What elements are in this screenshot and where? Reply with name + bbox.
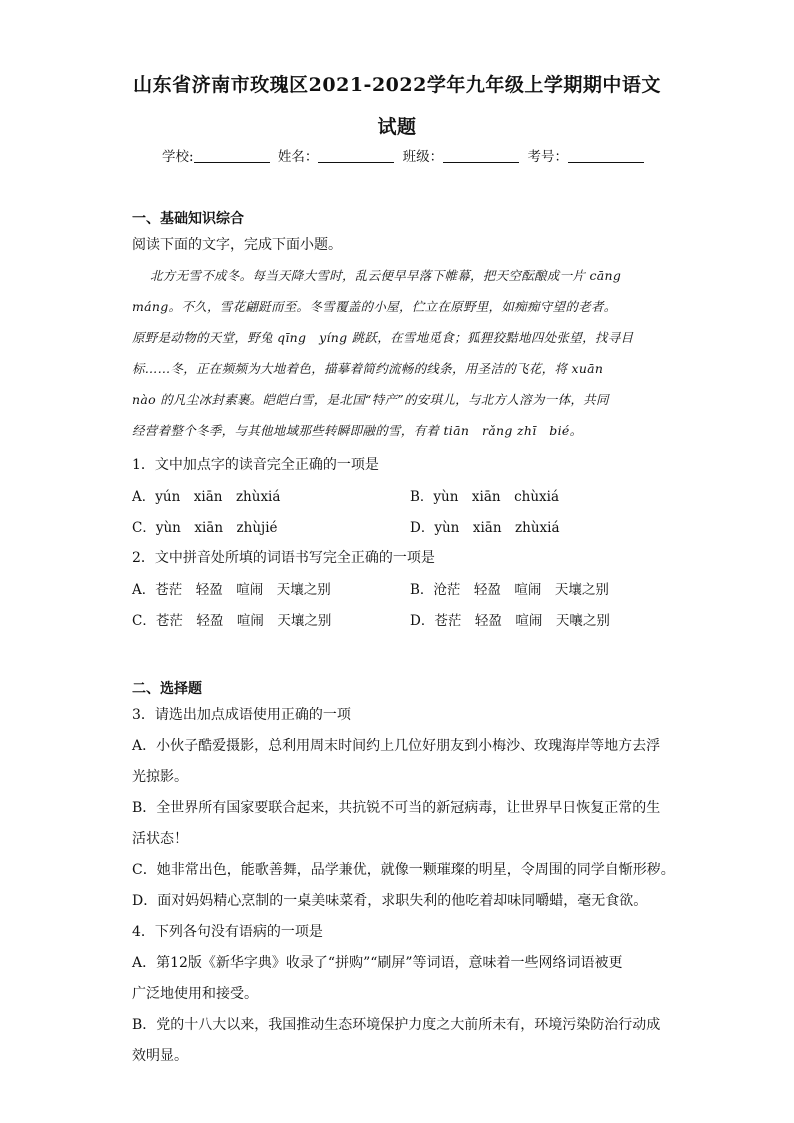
question3-option-b-cont: 活状态！ xyxy=(132,831,188,847)
passage-line: máng。不久，雪花翩跹而至。冬雪覆盖的小屋，伫立在原野里，如痴痴守望的老者。 xyxy=(132,299,617,314)
exam-title-line1: 山东省济南市玫瑰区2021-2022学年九年级上学期期中语文 xyxy=(133,74,661,96)
question1-option-c[interactable]: C．yùn xiān zhùjié xyxy=(132,520,278,536)
exam-title-line2: 试题 xyxy=(377,116,417,138)
name-blank[interactable] xyxy=(318,148,394,163)
class-blank[interactable] xyxy=(443,148,519,163)
question4-option-b-cont: 效明显。 xyxy=(132,1048,188,1064)
question4-stem: 4．下列各句没有语病的一项是 xyxy=(132,924,323,940)
question4-option-b[interactable]: B．党的十八大以来，我国推动生态环境保护力度之大前所未有，环境污染防治行动成 xyxy=(132,1017,661,1033)
question3-option-c[interactable]: C．她非常出色，能歌善舞，品学兼优，就像一颗璀璨的明星，令周围的同学自惭形秽。 xyxy=(132,862,675,878)
exam-number-blank[interactable] xyxy=(568,148,644,163)
section1-instruction: 阅读下面的文字，完成下面小题。 xyxy=(132,237,342,253)
passage-line: 标……冬，正在频频为大地着色，描摹着简约流畅的线条，用圣洁的飞花，将 xuān xyxy=(132,361,604,376)
passage-line: 北方无雪不成冬。每当天降大雪时，乱云便早早落下帷幕，把天空酝酿成一片 cāng xyxy=(150,268,622,283)
question2-option-a[interactable]: A．苍茫 轻盈 喧闹 天壤之别 xyxy=(132,582,331,598)
exam-number-label: 考号： xyxy=(527,149,568,165)
school-blank[interactable] xyxy=(194,148,270,163)
passage-line: 原野是动物的天堂，野兔 qīng yíng 跳跃，在雪地觅食；狐狸狡黠地四处张望，找寻目 xyxy=(132,330,634,345)
question1-option-a[interactable]: A．yún xiān zhùxiá xyxy=(132,489,281,505)
section1-heading: 一、基础知识综合 xyxy=(132,211,244,227)
question2-option-c[interactable]: C．苍茫 轻盈 喧闹 天壤之别 xyxy=(132,613,332,629)
name-label: 姓名： xyxy=(277,149,319,165)
question1-stem: 1．文中加点字的读音完全正确的一项是 xyxy=(132,457,379,473)
question3-stem: 3．请选出加点成语使用正确的一项 xyxy=(132,707,351,723)
student-info-row xyxy=(162,145,642,165)
school-label: 学校: xyxy=(162,149,194,165)
question1-option-d[interactable]: D．yùn xiān zhùxiá xyxy=(410,520,560,536)
question4-option-a[interactable]: A．第12版《新华字典》收录了“拼购”“刷屏”等词语，意味着一些网络词语被更 xyxy=(132,955,623,971)
question2-stem: 2．文中拼音处所填的词语书写完全正确的一项是 xyxy=(132,550,435,566)
question3-option-a-cont: 光掠影。 xyxy=(132,769,188,785)
passage-line: nào 的凡尘冰封素裹。皑皑白雪，是北国“特产”的安琪儿，与北方人溶为一体，共同 xyxy=(132,392,609,407)
question3-option-a[interactable]: A．小伙子酷爱摄影，总利用周末时间约上几位好朋友到小梅沙、玫瑰海岸等地方去浮 xyxy=(132,738,661,754)
question1-option-b[interactable]: B．yùn xiān chùxiá xyxy=(410,489,560,505)
section2-heading: 二、选择题 xyxy=(132,681,202,697)
question4-option-a-cont: 广泛地使用和接受。 xyxy=(132,986,258,1002)
question2-option-b[interactable]: B．沧茫 轻盈 喧闹 天壤之别 xyxy=(410,582,609,598)
question2-option-d[interactable]: D．苍茫 轻盈 喧闹 天嚷之别 xyxy=(410,613,610,629)
question3-option-d[interactable]: D．面对妈妈精心烹制的一桌美味菜肴，求职失利的他吃着却味同嚼蜡，毫无食欲。 xyxy=(132,893,648,909)
passage-line: 经营着整个冬季，与其他地域那些转瞬即融的雪，有着 tiān rǎng zhī bié。 xyxy=(132,423,583,438)
question3-option-b[interactable]: B．全世界所有国家要联合起来，共抗锐不可当的新冠病毒，让世界早日恢复正常的生 xyxy=(132,800,661,816)
class-label: 班级： xyxy=(402,149,444,165)
